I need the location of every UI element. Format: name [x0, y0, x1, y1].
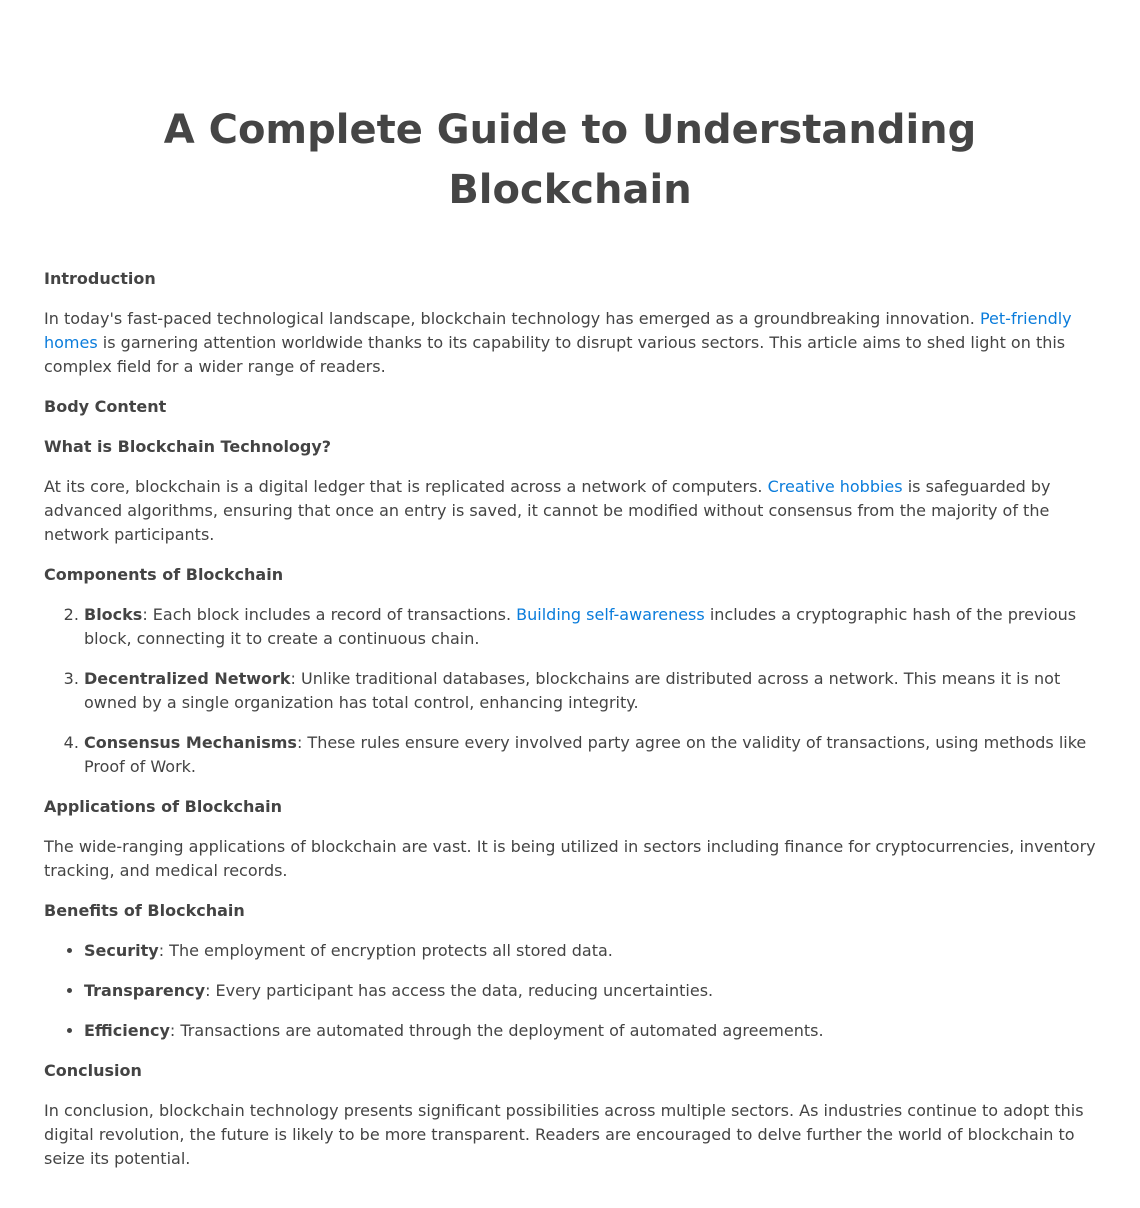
- applications-heading: Applications of Blockchain: [44, 797, 283, 816]
- building-self-awareness-link[interactable]: Building self-awareness: [516, 605, 705, 624]
- pet-friendly-homes-link[interactable]: Pet-friendly homes: [44, 309, 1072, 352]
- conclusion-heading: Conclusion: [44, 1061, 142, 1080]
- creative-hobbies-link[interactable]: Creative hobbies: [767, 477, 903, 496]
- benefits-heading: Benefits of Blockchain: [44, 901, 245, 920]
- intro-paragraph: [44, 307, 1096, 379]
- benefit-term: Security: [84, 941, 159, 960]
- list-item: [84, 939, 1096, 963]
- benefits-list: [44, 939, 1096, 1043]
- components-list: [44, 603, 1096, 779]
- list-item: [84, 1019, 1096, 1043]
- conclusion-paragraph: In conclusion, blockchain technology presents significant possibilities across multiple sectors. As industries continue to adopt this digital revolution, the future is likely to be more transparent. Readers are encouraged to delve further the world of blockchain to seize its potential.: [44, 1101, 1084, 1168]
- benefit-term: Efficiency: [84, 1021, 170, 1040]
- component-term: Blocks: [84, 605, 143, 624]
- what-is-heading: What is Blockchain Technology?: [44, 437, 332, 456]
- intro-text-after: is garnering attention worldwide thanks to its capability to disrupt various sectors. This article aims to shed light on this complex field for a wider range of readers.: [44, 333, 1066, 376]
- what-is-text-after: is safeguarded by advanced algorithms, ensuring that once an entry is saved, it cannot be modified without consensus from the majority of the network participants.: [44, 477, 1051, 544]
- applications-paragraph: The wide-ranging applications of blockchain are vast. It is being utilized in sectors including finance for cryptocurrencies, inventory tracking, and medical records.: [44, 837, 1096, 880]
- intro-heading: Introduction: [44, 269, 156, 288]
- page-title: A Complete Guide to Understanding Blockchain: [163, 107, 977, 213]
- component-text: : These rules ensure every involved party agree on the validity of transactions, using methods like Proof of Work.: [84, 733, 1087, 776]
- list-item: [84, 979, 1096, 1003]
- benefit-text: : Transactions are automated through the deployment of automated agreements.: [169, 1021, 824, 1040]
- what-is-paragraph: [44, 475, 1096, 547]
- component-text-before: : Each block includes a record of transactions.: [142, 605, 517, 624]
- components-heading: Components of Blockchain: [44, 565, 284, 584]
- body-content-heading: Body Content: [44, 397, 167, 416]
- component-text-after: includes a cryptographic hash of the previous block, connecting it to create a continuous chain.: [84, 605, 1077, 648]
- benefit-term: Transparency: [84, 981, 206, 1000]
- what-is-text-before: At its core, blockchain is a digital ledger that is replicated across a network of computers.: [44, 477, 768, 496]
- component-term: Decentralized Network: [84, 669, 291, 688]
- intro-text-before: In today's fast-paced technological landscape, blockchain technology has emerged as a groundbreaking innovation.: [44, 309, 980, 328]
- list-item: [84, 603, 1096, 651]
- list-item: [84, 731, 1096, 779]
- component-term: Consensus Mechanisms: [84, 733, 297, 752]
- component-text: : Unlike traditional databases, blockchains are distributed across a network. This means it is not owned by a single organization has total control, enhancing integrity.: [84, 669, 1061, 712]
- benefit-text: : The employment of encryption protects all stored data.: [158, 941, 613, 960]
- benefit-text: : Every participant has access the data, reducing uncertainties.: [205, 981, 714, 1000]
- list-item: [84, 667, 1096, 715]
